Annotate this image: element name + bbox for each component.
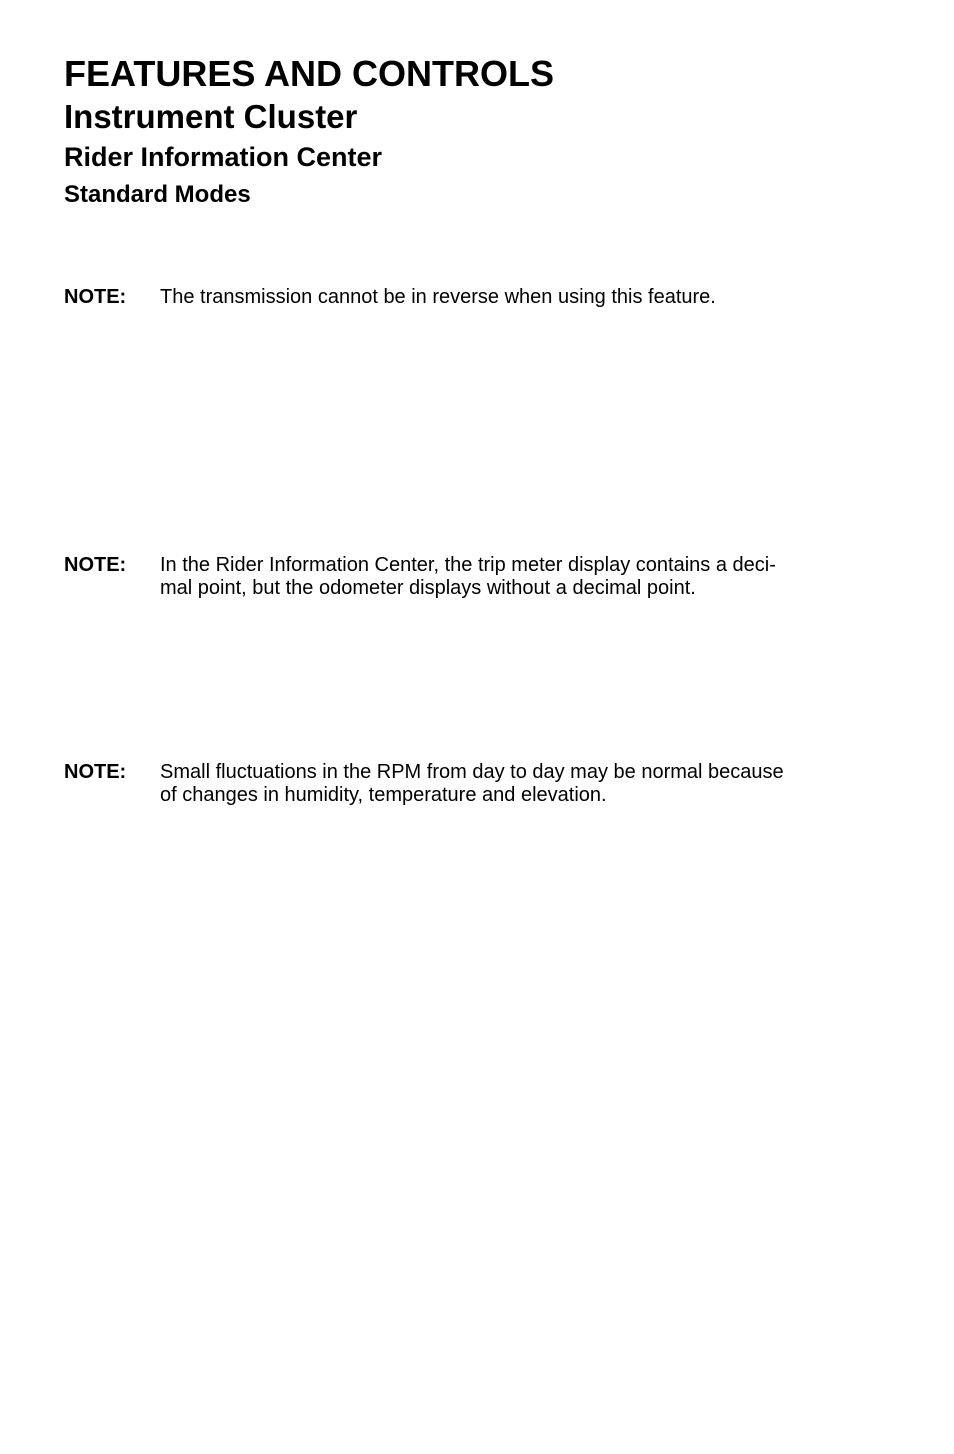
note-label: NOTE: <box>64 761 127 783</box>
note-text: Small fluctuations in the RPM from day to day may be normal because of changes in humidity, temperature and elevation. <box>160 761 784 806</box>
note-label: NOTE: <box>64 554 127 576</box>
note-rpm <box>64 761 884 809</box>
topic-title: Standard Modes <box>64 181 251 208</box>
note-label: NOTE: <box>64 286 127 308</box>
chapter-title: Instrument Cluster <box>64 98 358 135</box>
note-text: The transmission cannot be in reverse when using this feature. <box>160 286 716 308</box>
subsection-title: Rider Information Center <box>64 142 383 172</box>
note-trip-meter <box>64 554 884 602</box>
note-reverse <box>64 286 884 310</box>
section-title: FEATURES AND CONTROLS <box>64 53 554 94</box>
note-text: In the Rider Information Center, the trip meter display contains a deci- mal point, but the odometer displays without a decimal point. <box>160 554 776 599</box>
